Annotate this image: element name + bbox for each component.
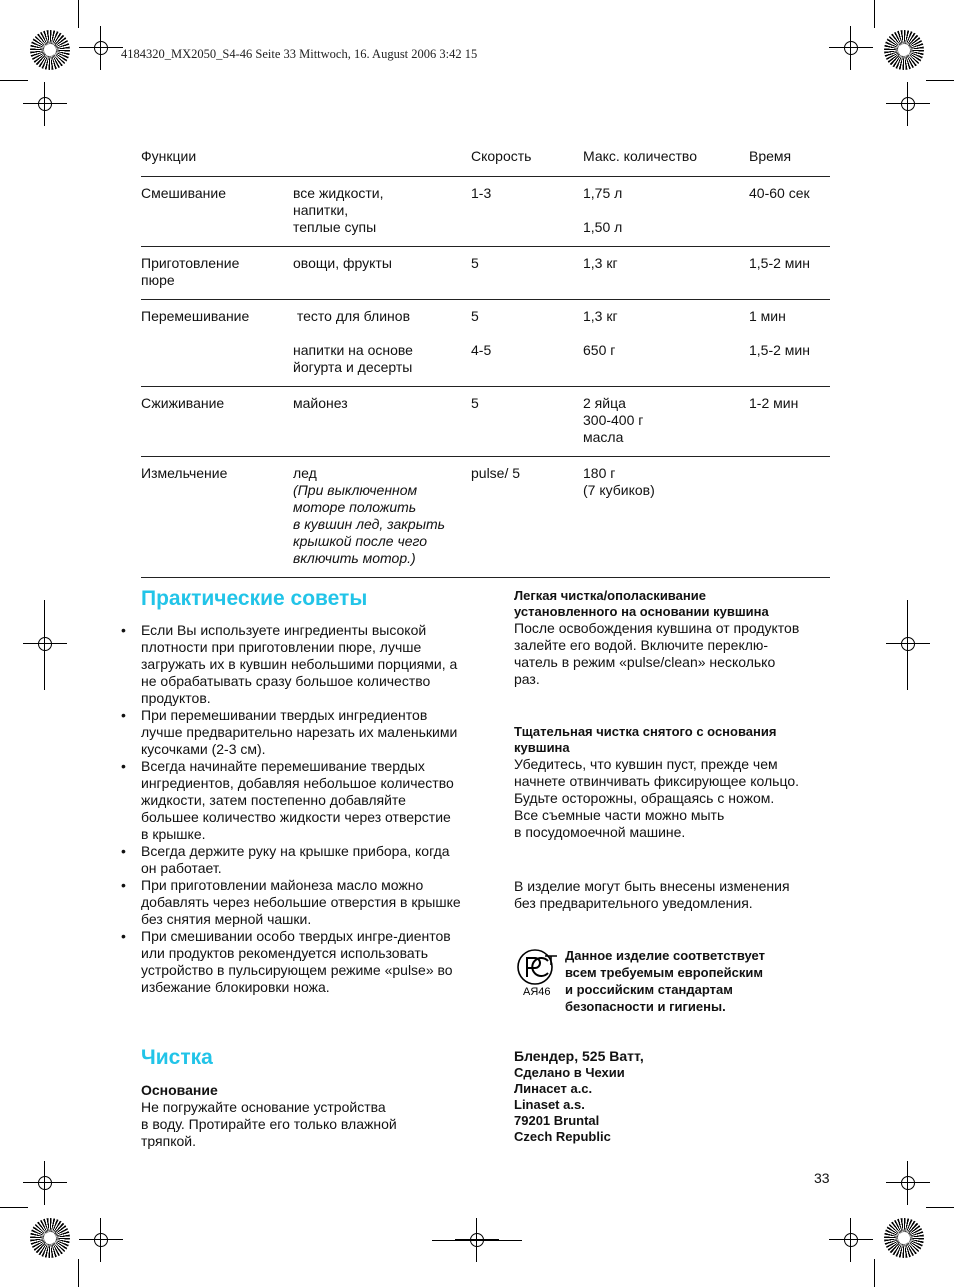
light-cleaning-block: [514, 588, 834, 688]
registration-mark: [35, 94, 55, 114]
qty-line: 650 г: [583, 342, 616, 358]
qty-line: 1,50 л: [583, 219, 623, 235]
table-row: [141, 300, 830, 387]
text-line: без предварительного уведомления.: [514, 895, 753, 911]
text-line: раз.: [514, 671, 540, 687]
list-item: • При перемешивании твердых ингредиентов лучше предварительно нарезать их маленькими кусочками (2-3 см).: [141, 707, 461, 758]
item-note-line: моторе положить: [293, 499, 417, 515]
maker-line: Czech Republic: [514, 1129, 611, 1144]
crop-line: [432, 1240, 522, 1241]
base-cleaning-block: [141, 1082, 461, 1150]
text-line: начнете отвинчивать фиксирующее кольцо.: [514, 773, 799, 789]
qty-line: 180 г: [583, 465, 616, 481]
items-cell: [293, 185, 471, 236]
item-note-line: крышкой после чего: [293, 533, 428, 549]
print-header: 4184320_MX2050_S4-46 Seite 33 Mittwoch, 16. August 2006 3:42 15: [121, 47, 478, 61]
certification-mark-icon: [515, 947, 561, 997]
text-line: Будьте осторожны, обращаясь с ножом.: [514, 790, 775, 806]
item-note-line: (При выключенном: [293, 482, 418, 498]
time-cell: [749, 308, 830, 376]
tips-list: [141, 622, 461, 996]
crop-line: [874, 0, 875, 28]
speed-cell: 5: [471, 395, 479, 411]
table-row: [141, 387, 830, 457]
header-cell: Макс. количество: [583, 148, 697, 164]
cert-line: Данное изделие соответствует: [565, 948, 765, 963]
crop-line: [78, 0, 79, 28]
time-cell: [749, 465, 830, 567]
text-line: залейте его водой. Включите переклю-: [514, 637, 769, 653]
items-cell: майонез: [293, 395, 348, 411]
registration-mark: [35, 1173, 55, 1193]
registration-mark: [91, 1230, 111, 1250]
list-item: • Если Вы используете ингредиенты высокой плотности при приготовлении пюре, лучше загружать их в кувшин небольшими порциями, а не обрабатывать сразу большое количество продуктов.: [141, 622, 461, 707]
page-number: 33: [814, 1170, 830, 1186]
maker-line: Линасет а.с.: [514, 1081, 593, 1096]
item-line: йогурта и десерты: [293, 359, 413, 375]
speed-cell: pulse/ 5: [471, 465, 521, 481]
qty-line: 1,3 кг: [583, 308, 618, 324]
item-line: лед: [293, 465, 317, 481]
maker-line: 79201 Bruntal: [514, 1113, 600, 1128]
crop-line: [0, 80, 28, 81]
crop-line: [926, 1207, 954, 1208]
list-item: • При смешивании особо твердых ингре-диентов или продуктов рекомендуется использовать устройство в пульсирующем режиме «pulse» во избежание блокировки ножа.: [141, 928, 461, 996]
cert-line: всем требуемым европейским: [565, 965, 763, 980]
qty-cell: [583, 308, 749, 376]
crop-line: [926, 80, 954, 81]
items-cell: овощи, фрукты: [293, 255, 392, 271]
cert-line: и российским стандартам: [565, 982, 733, 997]
qty-line: 300-400 г: [583, 412, 644, 428]
func-line: Приготовление: [141, 255, 240, 271]
registration-mark: [91, 38, 111, 58]
registration-mark: [898, 1173, 918, 1193]
text-line: Убедитесь, что кувшин пуст, прежде чем: [514, 756, 778, 772]
tips-title: Практические советы: [141, 587, 368, 610]
text-line: После освобождения кувшина от продуктов: [514, 620, 800, 636]
func-cell: Сжиживание: [141, 395, 225, 411]
starburst-mark: [30, 30, 70, 70]
text-line: в воду. Протирайте его только влажной: [141, 1116, 397, 1132]
crop-line: [44, 600, 45, 690]
table-row: [141, 457, 830, 578]
table-header-row: [141, 140, 830, 177]
qty-cell: [583, 465, 749, 567]
deep-cleaning-block: [514, 724, 834, 841]
time-cell: 1-2 мин: [749, 395, 799, 411]
qty-line: 1,75 л: [583, 185, 623, 201]
item-line: напитки,: [293, 202, 349, 218]
speed-line: 4-5: [471, 342, 492, 358]
header-cell: [293, 148, 471, 165]
item-note-line: в кувшин лед, закрыть: [293, 516, 446, 532]
item-line: теплые супы: [293, 219, 377, 235]
crop-line: [78, 1259, 79, 1287]
item-line: напитки на основе: [293, 342, 413, 358]
registration-mark: [898, 634, 918, 654]
qty-cell: 1,3 кг: [583, 255, 618, 271]
crop-line: [0, 1207, 28, 1208]
qty-cell: [583, 395, 749, 446]
crop-line: [874, 1259, 875, 1287]
maker-line: Linaset a.s.: [514, 1097, 585, 1112]
text-line: тряпкой.: [141, 1133, 196, 1149]
speed-cell: [471, 308, 583, 376]
time-line: 1 мин: [749, 308, 786, 324]
list-item: • Всегда держите руку на крышке прибора, когда он работает.: [141, 843, 461, 877]
functions-table: [141, 140, 830, 578]
func-cell: Перемешивание: [141, 308, 250, 324]
product-block: [514, 1048, 834, 1145]
cleaning-title: Чистка: [141, 1046, 213, 1069]
qty-line: 2 яйца: [583, 395, 626, 411]
func-cell: [141, 255, 293, 289]
list-item: • Всегда начинайте перемешивание твердых ингредиентов, добавляя небольшое количество жидкости, затем постепенно добавляйте большее количество жидкости через отверстие в крышке.: [141, 758, 461, 843]
heading-line: кувшина: [514, 740, 570, 755]
item-note-line: включить мотор.): [293, 550, 416, 566]
speed-cell: 5: [471, 255, 479, 271]
func-cell: Измельчение: [141, 465, 228, 481]
text-line: в посудомоечной машине.: [514, 824, 686, 840]
item-line: все жидкости,: [293, 185, 384, 201]
heading-line: Тщательная чистка снятого с основания: [514, 724, 777, 739]
cert-text-block: [565, 947, 835, 1015]
cert-line: безопасности и гигиены.: [565, 999, 726, 1014]
cert-code: АЯ46: [523, 986, 551, 997]
header-cell: Функции: [141, 148, 197, 164]
starburst-mark: [30, 1218, 70, 1258]
func-line: пюре: [141, 272, 175, 288]
item-line: тесто для блинов: [293, 308, 411, 324]
base-heading: Основание: [141, 1082, 218, 1098]
notice-block: [514, 878, 834, 912]
header-cell: Скорость: [471, 148, 532, 164]
time-cell: 40-60 сек: [749, 185, 810, 201]
registration-mark: [841, 38, 861, 58]
time-cell: 1,5-2 мин: [749, 255, 810, 271]
time-line: 1,5-2 мин: [749, 342, 810, 358]
list-item: • При приготовлении майонеза масло можно добавлять через небольшие отверстия в крышке без снятия мерной чашки.: [141, 877, 461, 928]
items-cell: [293, 308, 471, 376]
registration-mark: [898, 94, 918, 114]
text-line: В изделие могут быть внесены изменения: [514, 878, 790, 894]
speed-line: 5: [471, 308, 479, 324]
starburst-mark: [884, 30, 924, 70]
crop-line: [907, 600, 908, 690]
starburst-mark: [884, 1218, 924, 1258]
registration-mark: [841, 1230, 861, 1250]
qty-line: (7 кубиков): [583, 482, 655, 498]
heading-line: Легкая чистка/ополаскивание: [514, 588, 706, 603]
table-row: [141, 177, 830, 247]
qty-cell: [583, 185, 749, 236]
text-line: чатель в режим «pulse/clean» несколько: [514, 654, 776, 670]
items-cell: [293, 465, 471, 567]
func-cell: Смешивание: [141, 185, 226, 201]
table-row: [141, 247, 830, 300]
product-title: Блендер, 525 Ватт,: [514, 1048, 644, 1064]
registration-mark: [35, 634, 55, 654]
text-line: Не погружайте основание устройства: [141, 1099, 386, 1115]
speed-cell: 1-3: [471, 185, 492, 201]
heading-line: установленного на основании кувшина: [514, 604, 769, 619]
qty-line: масла: [583, 429, 624, 445]
header-cell: Время: [749, 148, 792, 164]
text-line: Все съемные части можно мыть: [514, 807, 725, 823]
maker-line: Сделано в Чехии: [514, 1065, 625, 1080]
